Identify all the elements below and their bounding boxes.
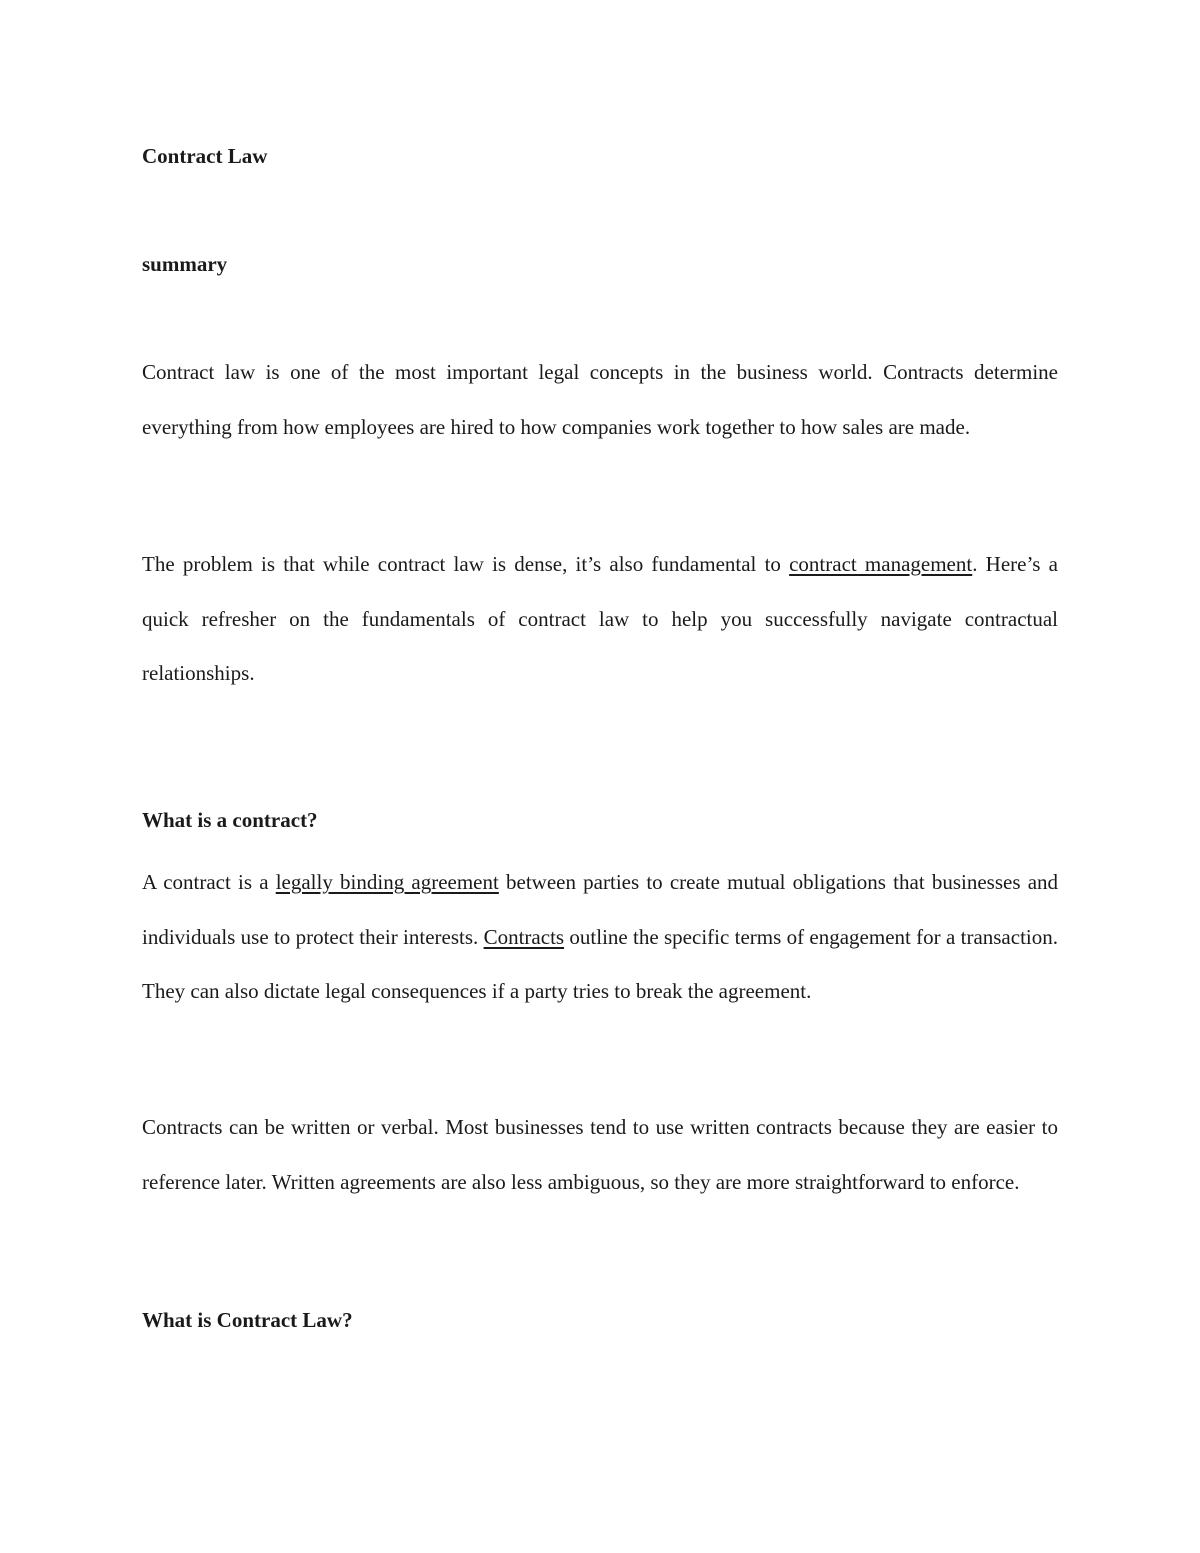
section-1-paragraph-1 [142,855,1058,1019]
section-1-paragraph-2: Contracts can be written or verbal. Most businesses tend to use written contracts because they are easier to reference later. Written agreements are also less ambiguous, so they are more straightforward to enforce. [142,1115,1058,1194]
section-1-paragraph-1-text-middle: between parties to create mutual obligations that businesses and individuals use to protect their interests. [142,870,1059,949]
contract-management-link[interactable]: contract management [789,552,973,576]
legally-binding-agreement-link[interactable]: legally binding agreement [275,870,499,894]
intro-paragraph-1: Contract law is one of the most important legal concepts in the business world. Contracts determine everything from how employees are hired to how companies work together to how sales are made. [142,360,1058,439]
document-subtitle: summary [142,252,228,276]
section-1-paragraph-1-text-start: A contract is a [142,870,276,894]
section-heading-what-is-a-contract: What is a contract? [142,808,318,832]
section-1-paragraph-1-text-end: outline the specific terms of engagement for a transaction. They can also dictate legal consequences if a party tries to break the agreement. [142,924,1058,1003]
intro-paragraph-2-text-end: . Here’s a quick refresher on the fundamentals of contract law to help you successfully navigate contractual relationships. [142,552,1058,685]
intro-paragraph-2 [142,537,1058,701]
document-page [142,0,1058,1553]
intro-paragraph-2-text-start: The problem is that while contract law is dense, it’s also fundamental to [142,552,790,576]
document-title: Contract Law [142,144,268,168]
section-heading-what-is-contract-law: What is Contract Law? [142,1308,353,1332]
contracts-link[interactable]: Contracts [483,924,565,949]
